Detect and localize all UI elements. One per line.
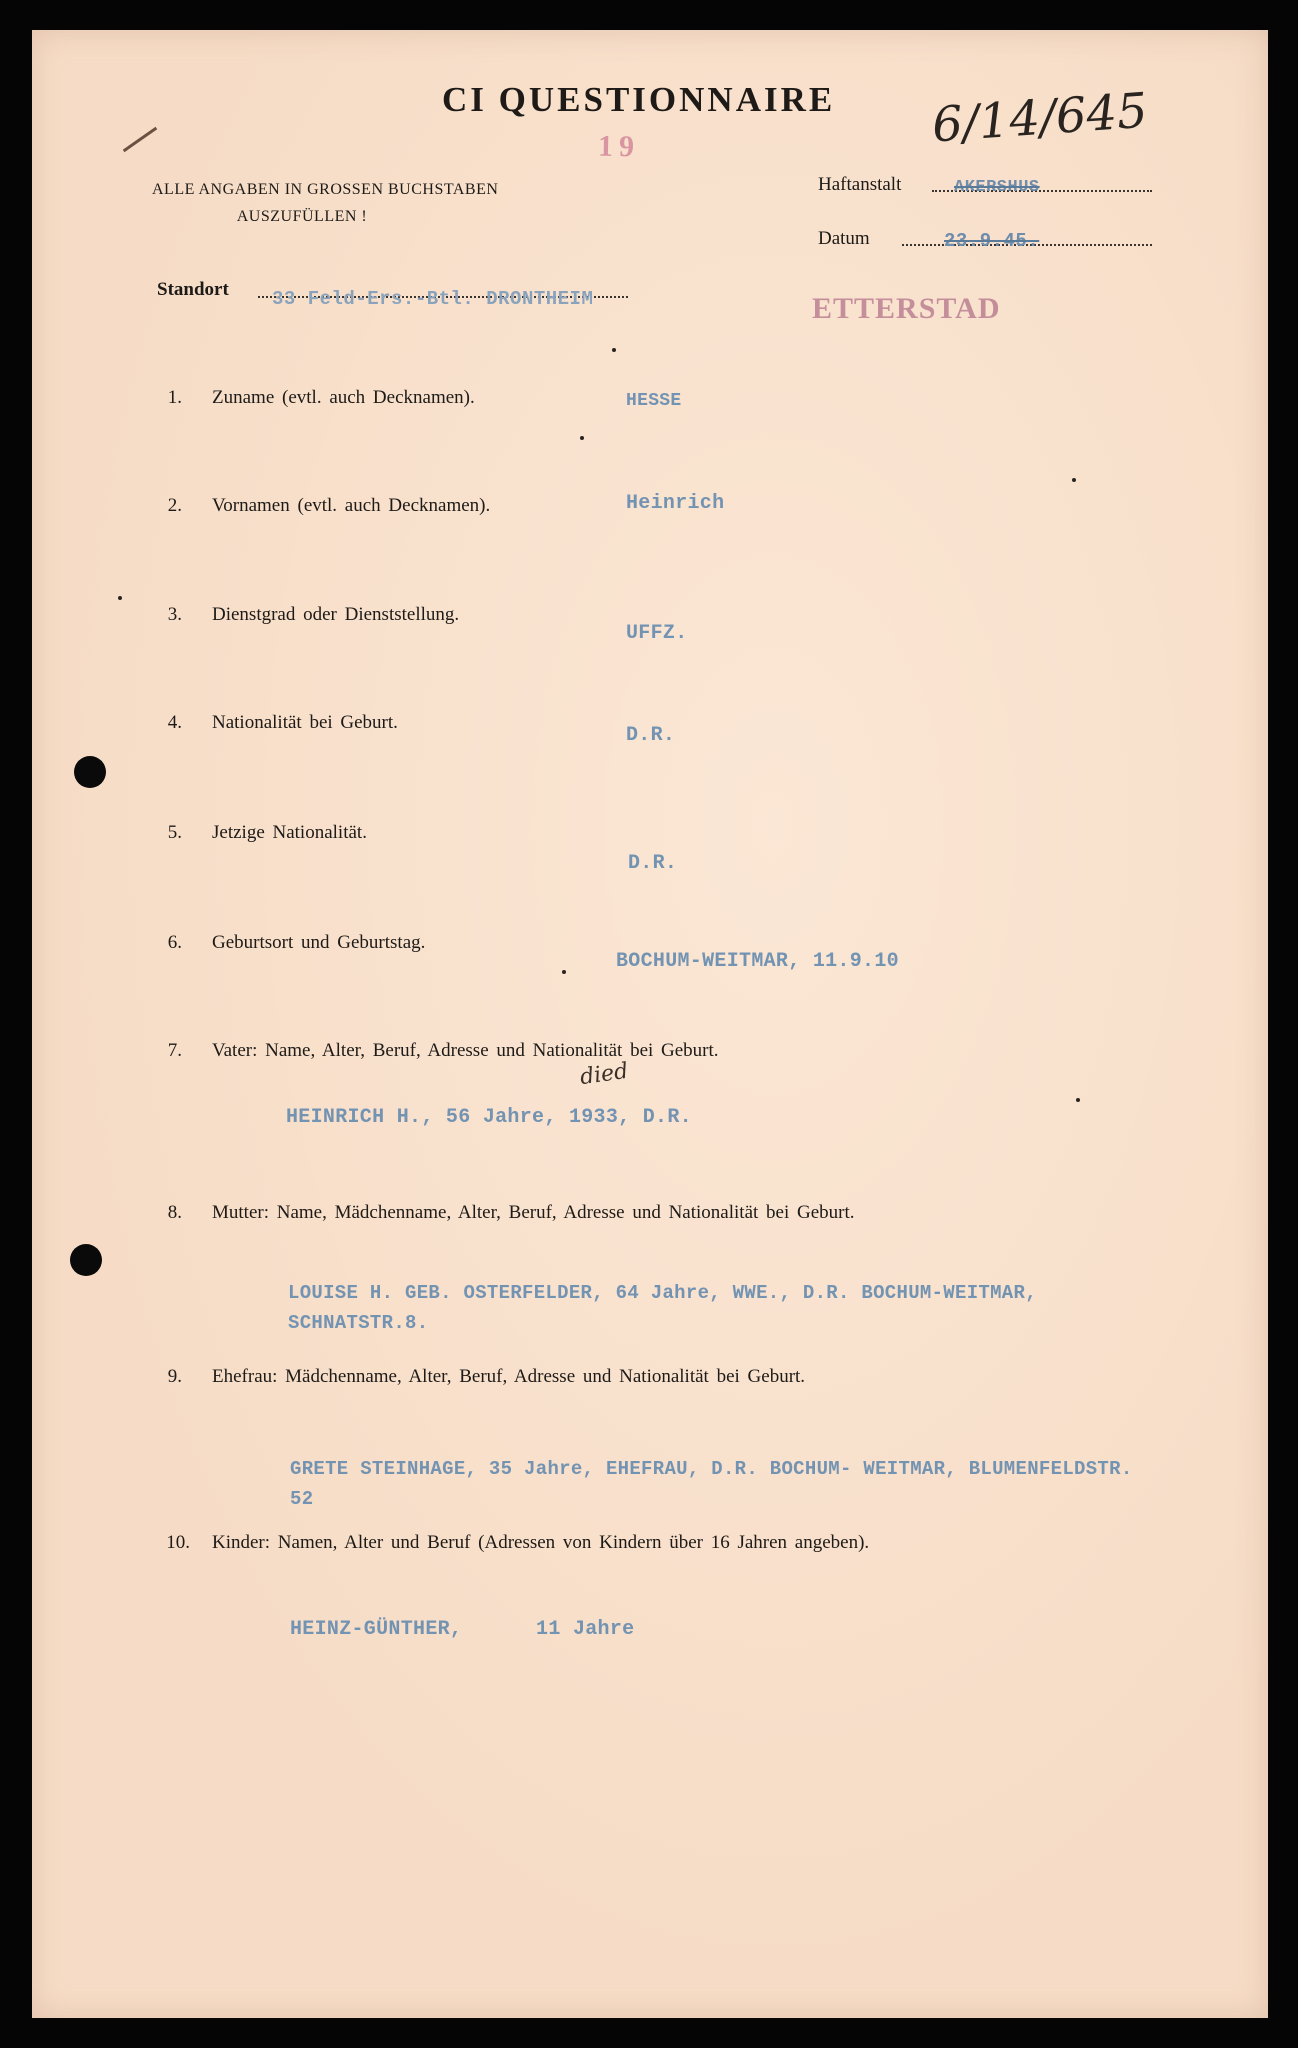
answer-8-line-1: LOUISE H. GEB. OSTERFELDER, 64 Jahre, WWE., D.R. BOCHUM-WEITMAR, (288, 1282, 1037, 1304)
question-2-number: 2. (167, 495, 182, 516)
answer-9-line-1: GRETE STEINHAGE, 35 Jahre, EHEFRAU, D.R. BOCHUM- WEITMAR, BLUMENFELDSTR. (290, 1458, 1133, 1480)
standort-label: Standort (157, 279, 229, 300)
question-10-text: Kinder: Namen, Alter und Beruf (Adressen von Kindern über 16 Jahren angeben). (212, 1532, 870, 1553)
question-1-text: Zuname (evtl. auch Decknamen). (212, 387, 475, 408)
question-3-number: 3. (167, 604, 182, 625)
punch-hole-top (74, 756, 106, 788)
question-8-number: 8. (167, 1202, 182, 1223)
instructions (152, 176, 499, 230)
ink-speck (612, 348, 616, 352)
question-6-text: Geburtsort und Geburtstag. (212, 932, 426, 953)
ink-speck (562, 970, 566, 974)
answer-1: HESSE (626, 391, 682, 411)
answer-2: Heinrich (626, 492, 725, 515)
question-7-text: Vater: Name, Alter, Beruf, Adresse und Nationalität bei Geburt. (212, 1040, 719, 1061)
question-4-number: 4. (167, 712, 182, 733)
answer-3: UFFZ. (626, 622, 688, 645)
answer-9-line-2: 52 (290, 1488, 314, 1510)
datum-value: 23.9.45. (944, 230, 1040, 252)
question-3-text: Dienstgrad oder Dienststellung. (212, 604, 460, 625)
top-stamp: 19 (597, 129, 641, 164)
question-1-number: 1. (167, 387, 182, 408)
ink-speck (580, 436, 584, 440)
datum-label: Datum (818, 228, 870, 249)
punch-hole-bottom (70, 1244, 102, 1276)
standort-value: 33 Feld-Ers.-Btl. DRONTHEIM (272, 288, 594, 310)
haftanstalt-label: Haftanstalt (818, 174, 902, 195)
question-6-number: 6. (167, 932, 182, 953)
page-title: CI QUESTIONNAIRE (442, 80, 836, 119)
answer-5: D.R. (628, 852, 678, 875)
instruction-line-1: ALLE ANGABEN IN GROSSEN BUCHSTABEN (152, 181, 499, 198)
question-5-number: 5. (167, 822, 182, 843)
ink-speck (1076, 1098, 1080, 1102)
ink-speck (1072, 478, 1076, 482)
answer-10: HEINZ-GÜNTHER, 11 Jahre (290, 1618, 635, 1641)
handwritten-reference: 6/14/645 (930, 82, 1150, 154)
question-5-text: Jetzige Nationalität. (212, 822, 367, 843)
answer-7: HEINRICH H., 56 Jahre, 1933, D.R. (286, 1106, 692, 1129)
answer-6: BOCHUM-WEITMAR, 11.9.10 (616, 950, 899, 973)
pen-mark (123, 127, 157, 152)
question-7-number: 7. (167, 1040, 182, 1061)
question-8-text: Mutter: Name, Mädchenname, Alter, Beruf, Adresse und Nationalität bei Geburt. (212, 1202, 855, 1223)
questionnaire-page (32, 30, 1268, 2018)
etterstad-stamp: ETTERSTAD (812, 292, 1001, 325)
answer-8-line-2: SCHNATSTR.8. (288, 1312, 429, 1334)
question-2-text: Vornamen (evtl. auch Decknamen). (212, 495, 491, 516)
question-4-text: Nationalität bei Geburt. (212, 712, 398, 733)
answer-4: D.R. (626, 724, 676, 747)
handwritten-annotation: died (578, 1058, 630, 1091)
question-10-number: 10. (166, 1532, 190, 1553)
question-9-text: Ehefrau: Mädchenname, Alter, Beruf, Adresse und Nationalität bei Geburt. (212, 1366, 806, 1387)
question-9-number: 9. (167, 1366, 182, 1387)
ink-speck (118, 596, 122, 600)
instruction-line-2: AUSZUFÜLLEN ! (236, 208, 368, 225)
haftanstalt-value: AKERSHUS (954, 178, 1040, 197)
